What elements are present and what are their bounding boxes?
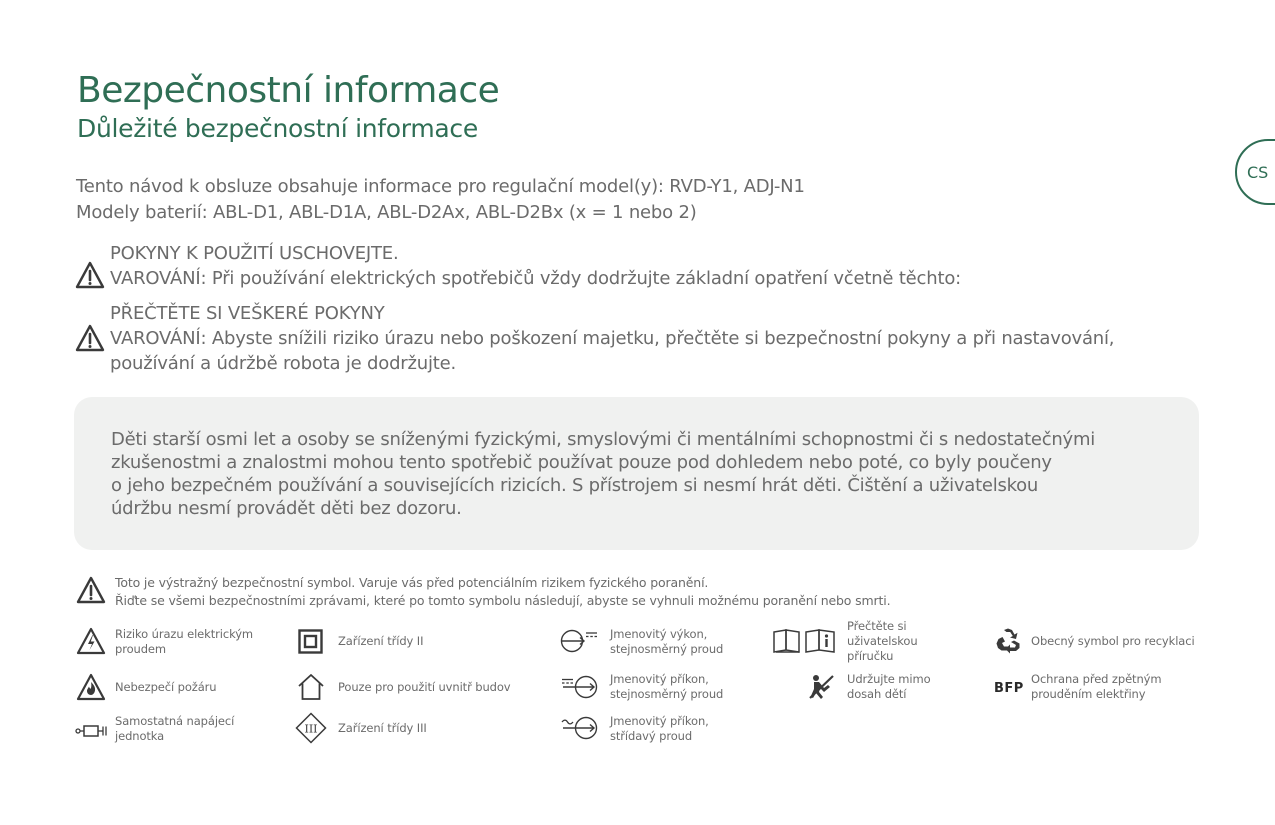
rated-input-ac-icon	[560, 716, 598, 740]
backflow-protection-label: Ochrana před zpětným prouděním elektřiny	[1031, 672, 1162, 701]
read-manual-icon	[772, 628, 836, 654]
rated-power-dc-icon	[560, 629, 598, 653]
warning-1-line-1: VAROVÁNÍ: Při používání elektrických spotřebičů vždy dodržujte základní opatření včetně těchto:	[110, 268, 961, 289]
electric-shock-label: Riziko úrazu elektrickým proudem	[115, 627, 254, 656]
indoor-use-label: Pouze pro použití uvnitř budov	[338, 680, 511, 694]
symbol-note-line-2: Řiďte se všemi bezpečnostními zprávami, které po tomto symbolu následují, abyste se vyhnuli možnému poranění nebo smrti.	[115, 593, 891, 608]
warning-2-heading: PŘEČTĚTE SI VEŠKERÉ POKYNY	[110, 303, 385, 324]
notice-line-1: Děti starší osmi let a osoby se sníženými fyzickými, smyslovými či mentálními schopnostmi či s nedostatečnými	[111, 429, 1095, 450]
page-title: Bezpečnostní informace	[77, 70, 500, 111]
warning-triangle-icon	[75, 324, 105, 352]
rated-input-dc-icon	[560, 675, 598, 699]
class-2-label: Zařízení třídy II	[338, 634, 424, 648]
electric-shock-icon	[76, 627, 106, 655]
read-manual-label: Přečtěte si uživatelskou příručku	[847, 619, 918, 663]
keep-away-from-children-label: Udržujte mimo dosah dětí	[847, 672, 931, 701]
rated-input-dc-label: Jmenovitý příkon, stejnosměrný proud	[610, 672, 724, 701]
warning-triangle-icon	[75, 261, 105, 289]
intro-line-2: Modely baterií: ABL-D1, ABL-D1A, ABL-D2Ax, ABL-D2Bx (x = 1 nebo 2)	[76, 202, 697, 223]
class-3-icon	[295, 712, 327, 744]
notice-line-3: o jeho bezpečném používání a souvisejících rizicích. S přístrojem si nesmí hrát děti. Čištění a uživatelskou	[111, 475, 1039, 496]
class-3-label: Zařízení třídy III	[338, 721, 427, 735]
svg-text:III: III	[304, 722, 318, 736]
notice-line-2: zkušenostmi a znalostmi mohou tento spotřebič používat pouze pod dohledem nebo poté, co byly poučeny	[111, 452, 1052, 473]
rated-power-dc-label: Jmenovitý výkon, stejnosměrný proud	[610, 627, 724, 656]
symbol-note-line-1: Toto je výstražný bezpečnostní symbol. Varuje vás před potenciálním rizikem fyzického poranění.	[115, 575, 709, 590]
warning-2-line-2: používání a údržbě robota je dodržujte.	[110, 353, 457, 374]
bfp-icon: BFP	[994, 681, 1024, 696]
language-tab[interactable]	[1235, 139, 1275, 205]
indoor-use-icon	[296, 673, 326, 701]
warning-1-heading: POKYNY K POUŽITÍ USCHOVEJTE.	[110, 243, 399, 264]
warning-2-line-1: VAROVÁNÍ: Abyste snížili riziko úrazu nebo poškození majetku, přečtěte si bezpečnostní pokyny a při nastavování,	[110, 328, 1115, 349]
recycle-label: Obecný symbol pro recyklaci	[1031, 634, 1195, 648]
fire-hazard-icon	[76, 673, 106, 701]
language-tab-label: CS	[1247, 163, 1269, 182]
warning-triangle-icon	[76, 576, 106, 604]
class-2-icon	[298, 629, 323, 654]
children-notice-box	[74, 397, 1199, 550]
notice-line-4: údržbu nesmí provádět děti bez dozoru.	[111, 498, 462, 519]
intro-line-1: Tento návod k obsluze obsahuje informace pro regulační model(y): RVD-Y1, ADJ-N1	[76, 176, 805, 197]
power-supply-unit-label: Samostatná napájecí jednotka	[115, 714, 235, 743]
page-subtitle: Důležité bezpečnostní informace	[77, 114, 478, 143]
keep-away-from-children-icon	[807, 673, 835, 701]
power-supply-unit-icon	[75, 724, 109, 738]
recycle-icon	[994, 627, 1022, 654]
fire-hazard-label: Nebezpečí požáru	[115, 680, 217, 694]
rated-input-ac-label: Jmenovitý příkon, střídavý proud	[610, 714, 709, 743]
